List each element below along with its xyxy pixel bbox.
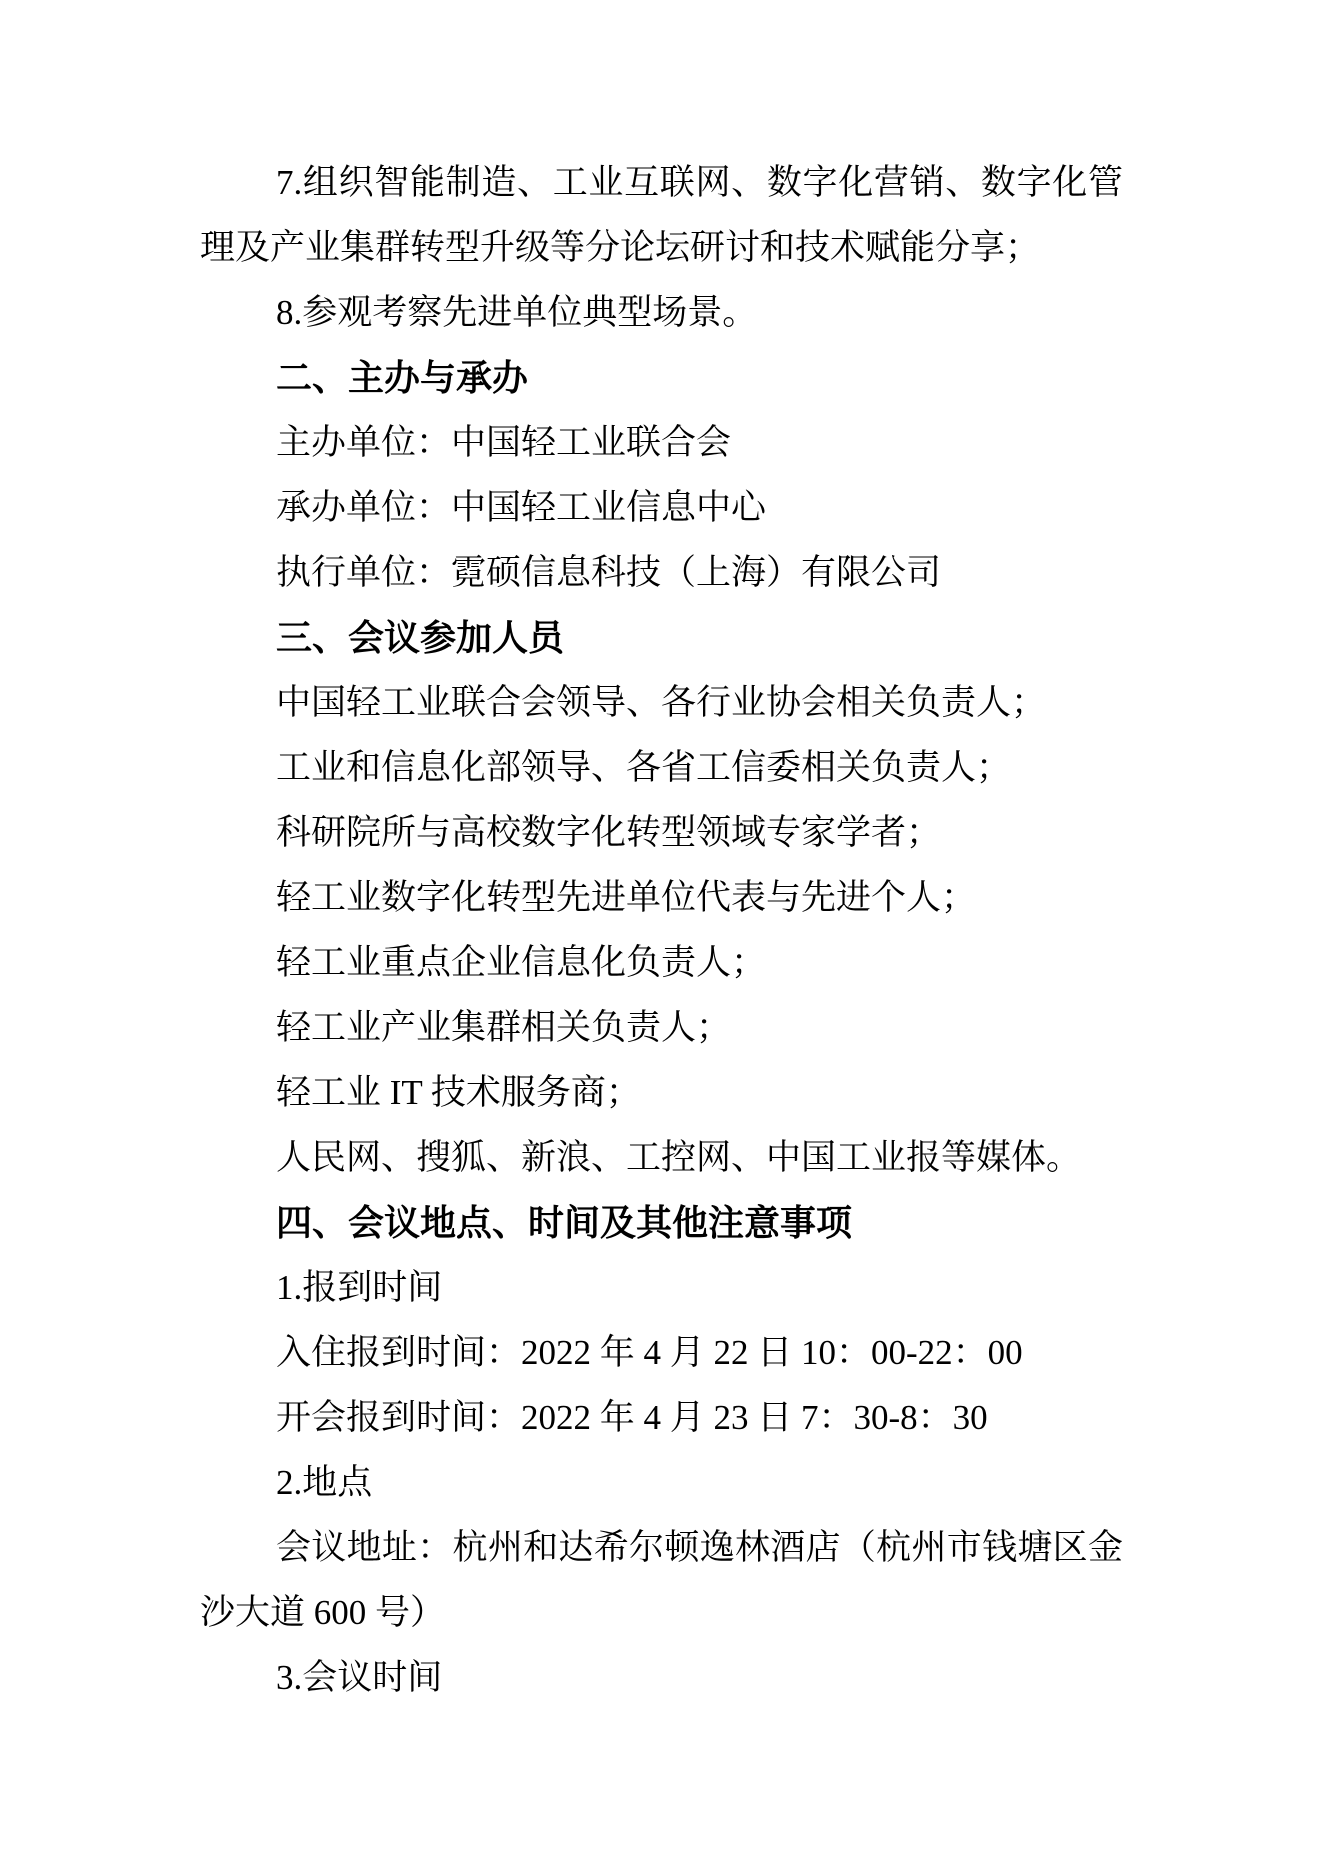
paragraph-line: 主办单位：中国轻工业联合会	[276, 423, 732, 462]
paragraph-line: 轻工业重点企业信息化负责人；	[276, 943, 767, 982]
document-body	[200, 150, 1123, 1710]
paragraph-line: 8.参观考察先进单位典型场景。	[276, 293, 758, 332]
paragraph-line: 工业和信息化部领导、各省工信委相关负责人；	[276, 748, 1012, 787]
paragraph-line: 3.会议时间	[276, 1658, 443, 1697]
paragraph-line: 2.地点	[276, 1463, 373, 1502]
paragraph-line: 轻工业数字化转型先进单位代表与先进个人；	[276, 878, 977, 917]
paragraph-line: 沙大道 600 号）	[200, 1593, 446, 1632]
paragraph-line: 入住报到时间：2022 年 4 月 22 日 10：00-22：00	[276, 1333, 1023, 1372]
paragraph-line: 理及产业集群转型升级等分论坛研讨和技术赋能分享；	[200, 228, 1041, 267]
paragraph-line: 轻工业 IT 技术服务商；	[276, 1073, 641, 1112]
section-heading: 二、主办与承办	[276, 357, 529, 398]
paragraph-line: 开会报到时间：2022 年 4 月 23 日 7：30-8：30	[276, 1398, 988, 1437]
paragraph-line: 执行单位：霓硕信息科技（上海）有限公司	[276, 553, 942, 592]
paragraph-line: 7.组织智能制造、工业互联网、数字化营销、数字化管	[276, 163, 1123, 202]
paragraph-line: 承办单位：中国轻工业信息中心	[276, 488, 767, 527]
paragraph-line: 科研院所与高校数字化转型领域专家学者；	[276, 813, 942, 852]
paragraph-line: 1.报到时间	[276, 1268, 443, 1307]
paragraph-line: 中国轻工业联合会领导、各行业协会相关负责人；	[276, 683, 1047, 722]
paragraph-line: 会议地址：杭州和达希尔顿逸林酒店（杭州市钱塘区金	[276, 1528, 1123, 1567]
paragraph-line: 人民网、搜狐、新浪、工控网、中国工业报等媒体。	[276, 1138, 1082, 1177]
section-heading: 四、会议地点、时间及其他注意事项	[276, 1202, 853, 1243]
section-heading: 三、会议参加人员	[276, 617, 565, 658]
paragraph-line: 轻工业产业集群相关负责人；	[276, 1008, 732, 1047]
